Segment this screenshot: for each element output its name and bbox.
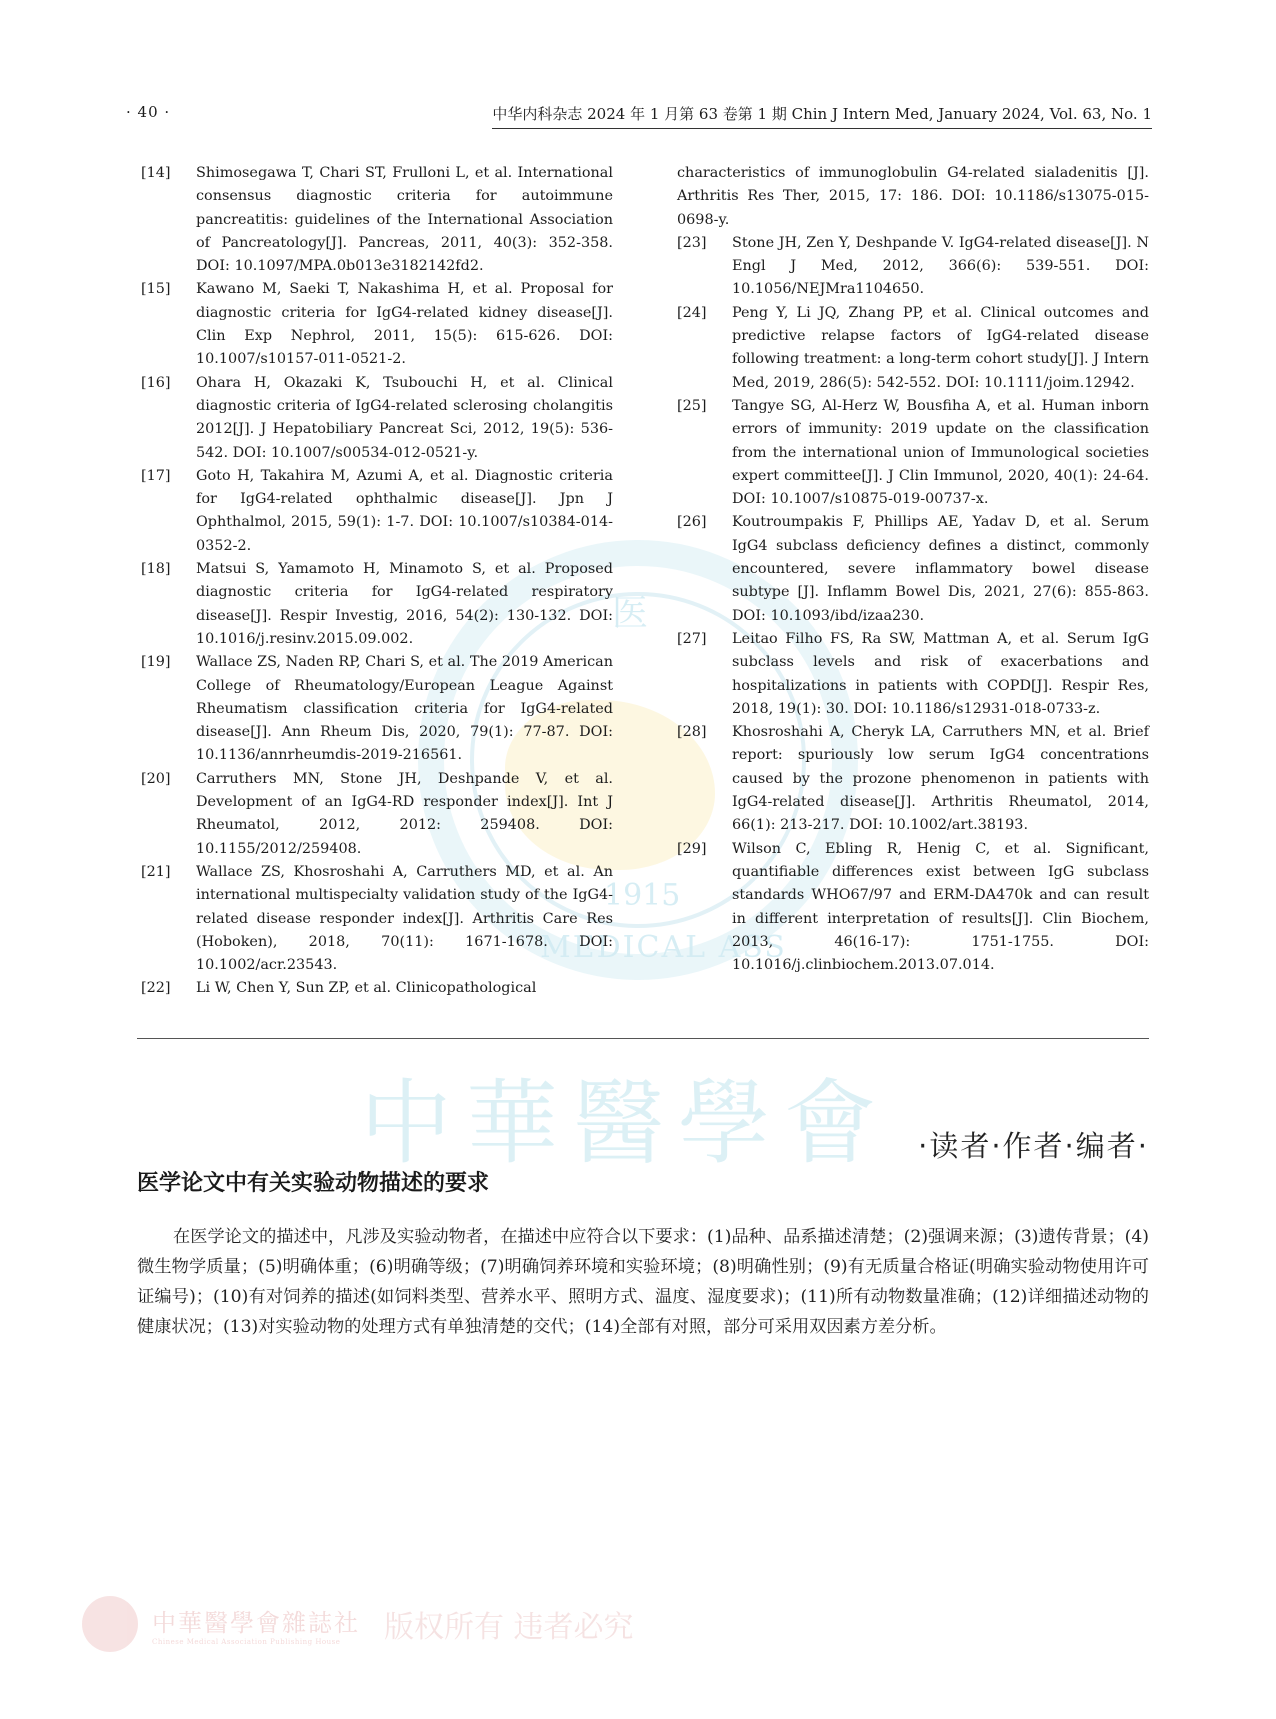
watermark-footer [82, 1596, 634, 1652]
reference-number: [24] [677, 304, 707, 321]
reference-item [141, 651, 613, 767]
reference-text: Tangye SG, Al-Herz W, Bousfiha A, et al. Human inborn errors of immunity: 2019 update on the classification from the international union of Immunological societies expert committee[J]. J Clin Immunol, 2020, 40(1): 24-64. DOI: 10.1007/s10875-019-00737-x. [732, 397, 1149, 508]
reference-number: [27] [677, 630, 707, 647]
reference-text: Matsui S, Yamamoto H, Minamoto S, et al. Proposed diagnostic criteria for IgG4-related respiratory disease[J]. Respir Investig, 2016, 54(2): 130-132. DOI: 10.1016/j.resinv.2015.09.002. [196, 561, 613, 647]
references-left-column [141, 162, 613, 1001]
reference-item [141, 977, 613, 1000]
column-label: ·读者·作者·编者· [918, 1129, 1149, 1163]
reference-text: Goto H, Takahira M, Azumi A, et al. Diagnostic criteria for IgG4-related ophthalmic disease[J]. Jpn J Ophthalmol, 2015, 59(1): 1-7. DOI: 10.1007/s10384-014-0352-2. [196, 467, 613, 554]
reference-text: Ohara H, Okazaki K, Tsubouchi H, et al. Clinical diagnostic criteria of IgG4-related sclerosing cholangitis 2012[J]. J Hepatobiliary Pancreat Sci, 2012, 19(5): 536-542. DOI: 10.1007/s00534-012-0521-y. [196, 374, 613, 461]
reference-text: Wilson C, Ebling R, Henig C, et al. Significant, quantifiable differences exist between IgG subclass standards WHO67/97 and ERM-DA470k and can result in different interpretation of results[J]. Clin Biochem, 2013, 46(16-17): 1751-1755. DOI: 10.1016/j.clinbiochem.2013.07.014. [732, 840, 1149, 974]
copyright-mark: 版权所有 违者必究 [384, 1610, 634, 1645]
reference-item [677, 721, 1149, 837]
reference-text: Wallace ZS, Naden RP, Chari S, et al. The 2019 American College of Rheumatology/European League Against Rheumatism classification criteria for IgG4-related disease[J]. Ann Rheum Dis, 2020, 79(1): 77-87. DOI: 10.1136/annrheumdis-2019-216561. [196, 654, 613, 764]
references-right-column [677, 162, 1149, 977]
reference-22-continued [677, 162, 1149, 232]
reference-number: [21] [141, 863, 171, 880]
reference-item [141, 558, 613, 651]
reference-number: [17] [141, 467, 171, 484]
reference-number: [16] [141, 374, 171, 391]
reference-text: characteristics of immunoglobulin G4-related sialadenitis [J]. Arthritis Res Ther, 2015, 17: 186. DOI: 10.1186/s13075-015-0698-y. [677, 165, 1149, 228]
publisher-logo-icon [82, 1596, 138, 1652]
reference-number: [26] [677, 514, 707, 531]
reference-number: [14] [141, 165, 171, 181]
reference-text: Kawano M, Saeki T, Nakashima H, et al. Proposal for diagnostic criteria for IgG4-related kidney disease[J]. Clin Exp Nephrol, 2011, 15(5): 615-626. DOI: 10.1007/s10157-011-0521-2. [196, 281, 613, 368]
page-number: · 40 · [126, 103, 171, 121]
reference-text: Wallace ZS, Khosroshahi A, Carruthers MD, et al. An international multispecialty validation study of the IgG4-related disease responder index[J]. Arthritis Care Res (Hoboken), 2018, 70(11): 1671-1678. DOI: 10.1002/acr.23543. [196, 863, 613, 974]
reference-item [141, 768, 613, 861]
reference-number: [18] [141, 561, 171, 578]
reference-item [677, 232, 1149, 302]
reference-number: [15] [141, 281, 171, 298]
reference-text: Carruthers MN, Stone JH, Deshpande V, et al. Development of an IgG4-RD responder index[J]. Int J Rheumatol, 2012, 2012: 259408. DOI: 10.1155/2012/259408. [196, 770, 613, 857]
watermark-seal-char: 医 [612, 593, 649, 634]
reference-text: Li W, Chen Y, Sun ZP, et al. Clinicopathological [196, 980, 537, 997]
reference-text: Peng Y, Li JQ, Zhang PP, et al. Clinical outcomes and predictive relapse factors of IgG4-related disease following treatment: a long-term cohort study[J]. J Intern Med, 2019, 286(5): 542-552. DOI: 10.1111/joim.12942. [732, 304, 1149, 391]
watermark-seal-year: 1915 [604, 878, 681, 913]
reference-text: Shimosegawa T, Chari ST, Frulloni L, et al. International consensus diagnostic criteria for autoimmune pancreatitis: guidelines of the International Association of Pancreatology[J]. Pancreas, 2011, 40(3): 352-358. DOI: 10.1097/MPA.0b013e3182142fd2. [196, 165, 613, 275]
reference-number: [25] [677, 397, 707, 414]
reference-item [677, 511, 1149, 627]
reference-number: [22] [141, 980, 171, 997]
reference-item [677, 302, 1149, 395]
reference-text: Khosroshahi A, Cheryk LA, Carruthers MN, et al. Brief report: spuriously low serum IgG4 concentrations caused by the prozone phenomenon in patients with IgG4-related disease[J]. Arthritis Rheumatol, 2014, 66(1): 213-217. DOI: 10.1002/art.38193. [732, 724, 1149, 834]
reference-text: Leitao Filho FS, Ra SW, Mattman A, et al. Serum IgG subclass levels and risk of exacerbations and hospitalizations in patients with COPD[J]. Respir Res, 2018, 19(1): 30. DOI: 10.1186/s12931-018-0733-z. [732, 630, 1149, 717]
reference-item [141, 465, 613, 558]
reference-number: [23] [677, 234, 707, 251]
reference-item [141, 372, 613, 465]
reference-number: [28] [677, 724, 707, 741]
reference-item [677, 395, 1149, 511]
journal-citation: 中华内科杂志 2024 年 1 月第 63 卷第 1 期 Chin J Intern Med, January 2024, Vol. 63, No. 1 [492, 103, 1152, 129]
reference-item [677, 628, 1149, 721]
reference-number: [29] [677, 840, 707, 857]
section-divider [137, 1038, 1149, 1039]
article-body: 在医学论文的描述中，凡涉及实验动物者，在描述中应符合以下要求：(1)品种、品系描述清楚；(2)强调来源；(3)遗传背景；(4)微生物学质量；(5)明确体重；(6)明确等级；(7)明确饲养环境和实验环境；(8)明确性别；(9)有无质量合格证(明确实验动物使用许可证编号)；(10)有对饲养的描述(如饲料类型、营养水平、照明方式、温度、湿度要求)；(11)所有动物数量准确；(12)详细描述动物的健康状况；(13)对实验动物的处理方式有单独清楚的交代；(14)全部有对照，部分可采用双因素方差分析。 [137, 1227, 1149, 1337]
publisher-name: 中華醫學會雜誌社 [152, 1608, 360, 1637]
running-header [126, 103, 1152, 127]
publisher-block [152, 1603, 360, 1646]
reference-number: [19] [141, 654, 171, 671]
reference-item [141, 278, 613, 371]
watermark-calligraphy: 中華醫學會 [360, 1070, 891, 1177]
article-title: 医学论文中有关实验动物描述的要求 [137, 1171, 490, 1196]
publisher-name-en: Chinese Medical Association Publishing House [152, 1637, 341, 1646]
reference-text: Stone JH, Zen Y, Deshpande V. IgG4-related disease[J]. N Engl J Med, 2012, 366(6): 539-551. DOI: 10.1056/NEJMra1104650. [732, 234, 1149, 298]
reference-item [677, 838, 1149, 978]
reference-item [141, 162, 613, 278]
watermark-seal-text: MEDICAL ASS [540, 930, 787, 965]
reference-item [141, 861, 613, 977]
reference-text: Koutroumpakis F, Phillips AE, Yadav D, et al. Serum IgG4 subclass deficiency defines a distinct, commonly encountered, severe inflammatory bowel disease subtype [J]. Inflamm Bowel Dis, 2021, 27(6): 855-863. DOI: 10.1093/ibd/izaa230. [732, 514, 1149, 624]
reference-number: [20] [141, 770, 171, 787]
